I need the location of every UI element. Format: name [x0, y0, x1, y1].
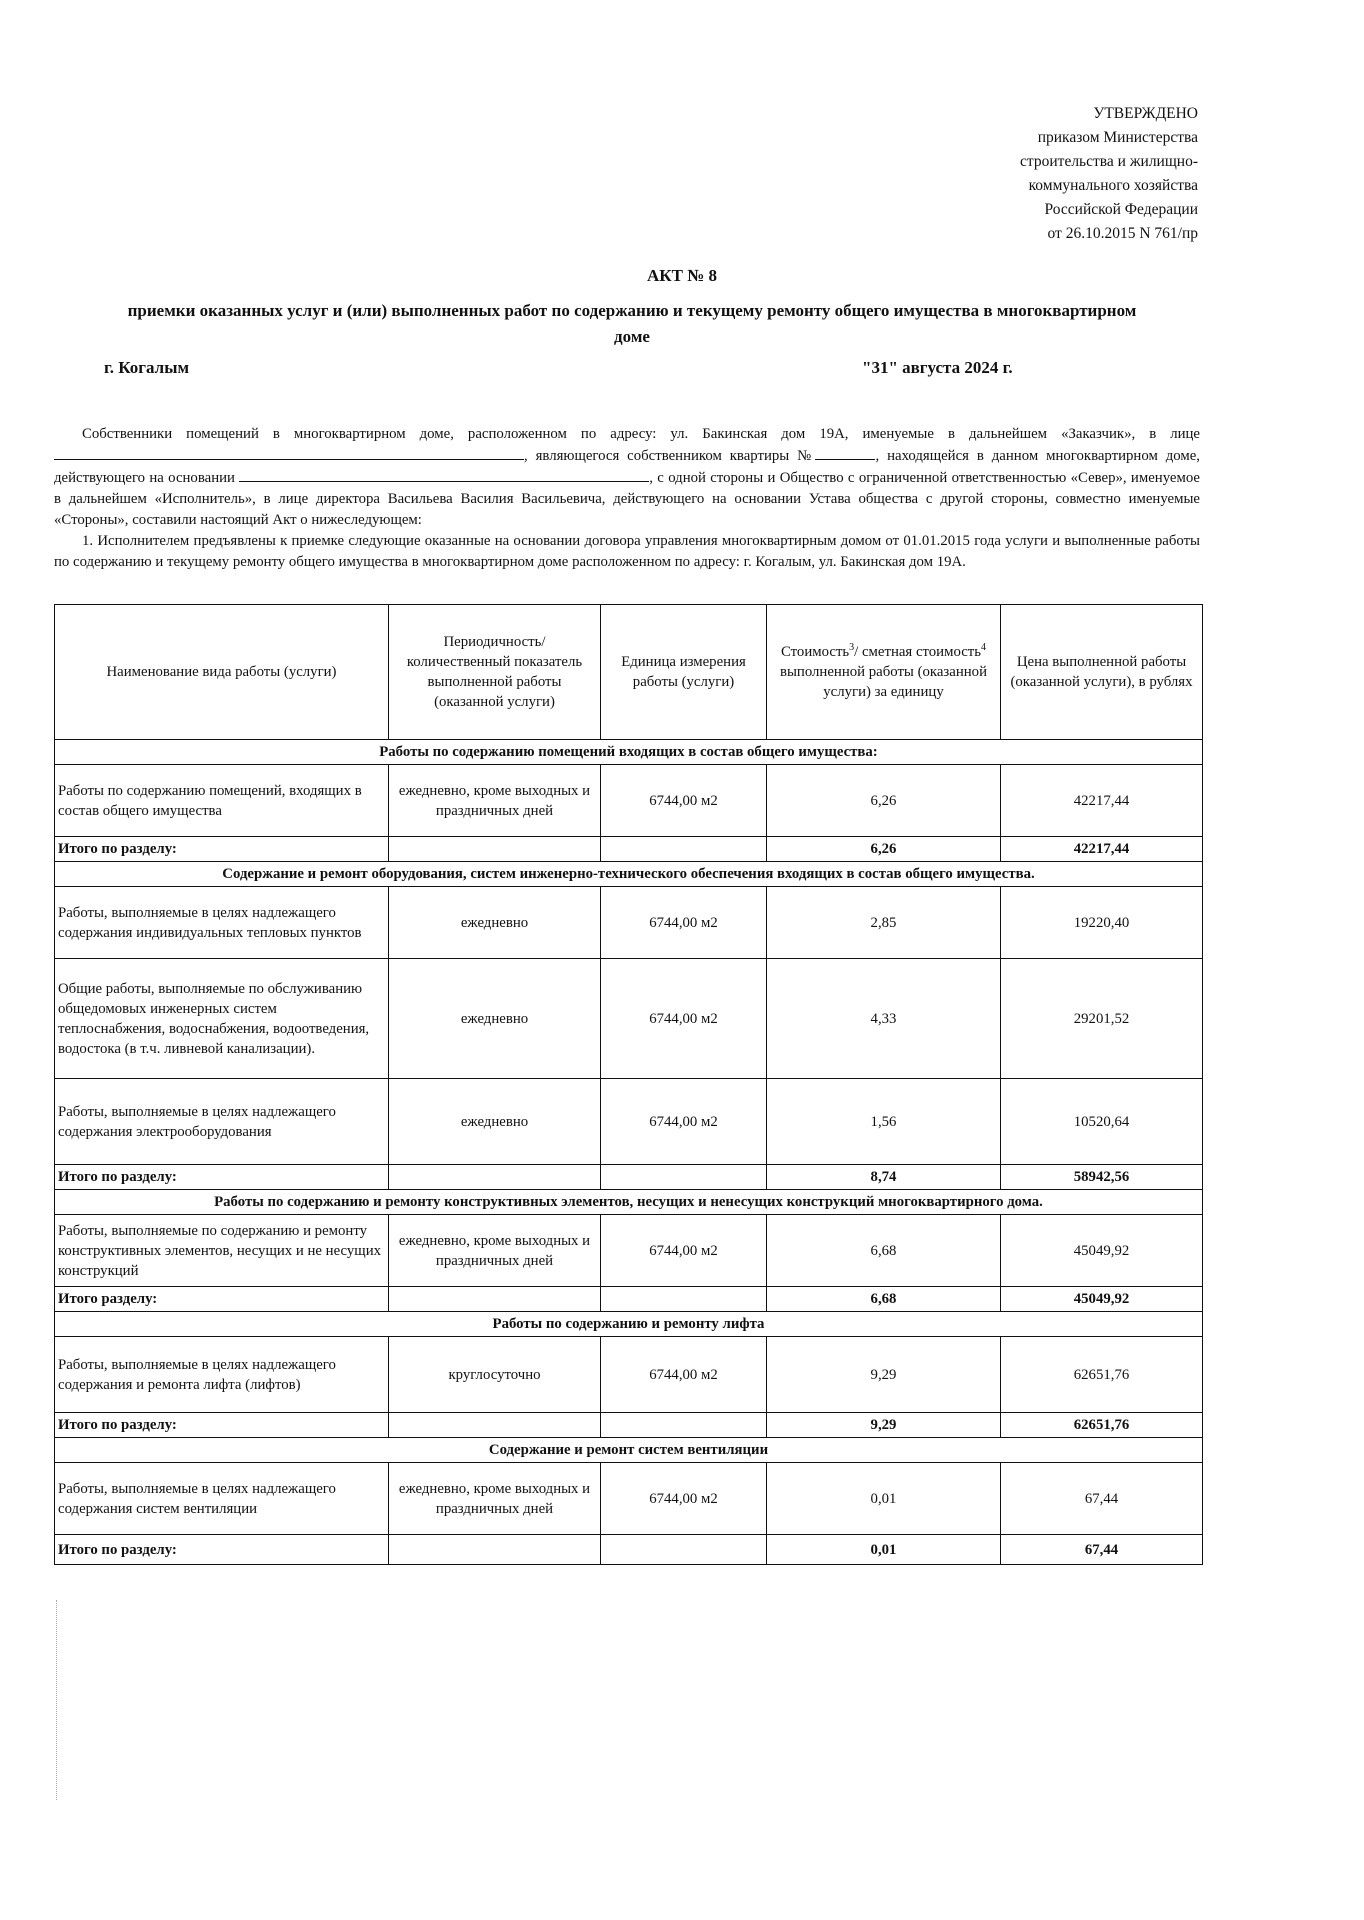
- scan-edge-marks: [56, 1600, 58, 1800]
- work-name: Общие работы, выполняемые по обслуживанию общедомовых инженерных систем теплоснабжения, водоснабжения, водоотведения, водостока (в т.ч. ливневой канализации).: [55, 959, 389, 1079]
- section-header-row: [55, 1438, 1203, 1463]
- work-period: ежедневно, кроме выходных и праздничных дней: [389, 765, 601, 837]
- work-price: 67,44: [1001, 1463, 1203, 1535]
- approval-line: УТВЕРЖДЕНО: [1093, 105, 1198, 122]
- intro-text-b: , являющегося собственником квартиры №: [524, 448, 816, 464]
- total-cost: 6,26: [767, 837, 1001, 862]
- work-cost: 4,33: [767, 959, 1001, 1079]
- header-cost-b: / сметная стоимость: [854, 644, 982, 660]
- header-unit: Единица измерения работы (услуги): [601, 605, 767, 740]
- total-label: Итого разделу:: [55, 1287, 389, 1312]
- section-title: Работы по содержанию и ремонту конструктивных элементов, несущих и ненесущих конструкций многоквартирного дома.: [55, 1190, 1203, 1215]
- approval-line: приказом Министерства: [1037, 129, 1198, 146]
- act-date: "31" августа 2024 г.: [862, 358, 1013, 377]
- basis-blank: [239, 467, 649, 482]
- header-cost-c: выполненной работы (оказанной услуги) за единицу: [779, 664, 987, 700]
- work-name: Работы, выполняемые по содержанию и ремонту конструктивных элементов, несущих и не несущих конструкций: [55, 1215, 389, 1287]
- total-price: 42217,44: [1001, 837, 1203, 862]
- table-row: [55, 1079, 1203, 1165]
- intro-text-c: , находящейся в данном многоквартирном доме, действующего на основании: [54, 448, 1200, 486]
- work-name: Работы, выполняемые в целях надлежащего содержания систем вентиляции: [55, 1463, 389, 1535]
- work-price: 19220,40: [1001, 887, 1203, 959]
- total-cost: 6,68: [767, 1287, 1001, 1312]
- header-cost-a: Стоимость: [780, 644, 850, 660]
- section-title: Работы по содержанию и ремонту лифта: [55, 1312, 1203, 1337]
- work-unit: 6744,00 м2: [601, 959, 767, 1079]
- section-total-row: [55, 1535, 1203, 1565]
- work-period: круглосуточно: [389, 1337, 601, 1413]
- work-cost: 1,56: [767, 1079, 1001, 1165]
- act-title: АКТ № 8: [646, 266, 718, 285]
- apartment-number-blank: [815, 445, 875, 460]
- work-price: 29201,52: [1001, 959, 1203, 1079]
- intro-text-d: , с одной стороны и Общество с ограниченной ответственностью «Север», именуемое в дальнейшем «Исполнитель», в лице директора Васильева Василия Васильевича, действующего на основании Устава общества с другой стороны, совместно именуемые «Стороны», составили настоящий Акт о нижеследующем:: [54, 470, 1200, 528]
- total-price: 58942,56: [1001, 1165, 1203, 1190]
- section-title: Работы по содержанию помещений входящих в состав общего имущества:: [55, 740, 1203, 765]
- act-city: г. Когалым: [104, 358, 190, 377]
- intro-text: [54, 424, 1200, 573]
- work-name: Работы, выполняемые в целях надлежащего содержания и ремонта лифта (лифтов): [55, 1337, 389, 1413]
- section-header-row: [55, 740, 1203, 765]
- work-period: ежедневно: [389, 1079, 601, 1165]
- total-label: Итого по разделу:: [55, 1535, 389, 1565]
- intro-paragraph-parties: [54, 424, 1200, 531]
- representative-blank: [54, 445, 524, 460]
- work-cost: 2,85: [767, 887, 1001, 959]
- work-price: 62651,76: [1001, 1337, 1203, 1413]
- table-header-row: [55, 605, 1203, 740]
- section-total-row: [55, 1165, 1203, 1190]
- work-price: 42217,44: [1001, 765, 1203, 837]
- work-unit: 6744,00 м2: [601, 1463, 767, 1535]
- work-period: ежедневно: [389, 959, 601, 1079]
- work-price: 45049,92: [1001, 1215, 1203, 1287]
- works-table: [54, 604, 1203, 1565]
- section-header-row: [55, 1190, 1203, 1215]
- header-name: Наименование вида работы (услуги): [55, 605, 389, 740]
- total-label: Итого по разделу:: [55, 1165, 389, 1190]
- section-total-row: [55, 837, 1203, 862]
- table-row: [55, 959, 1203, 1079]
- total-label: Итого по разделу:: [55, 1413, 389, 1438]
- approval-line: Российской Федерации: [1044, 201, 1198, 218]
- table-row: [55, 765, 1203, 837]
- table-row: [55, 1337, 1203, 1413]
- work-cost: 9,29: [767, 1337, 1001, 1413]
- work-unit: 6744,00 м2: [601, 1215, 767, 1287]
- table-row: [55, 1215, 1203, 1287]
- header-period: Периодичность/ количественный показатель выполненной работы (оказанной услуги): [389, 605, 601, 740]
- section-header-row: [55, 862, 1203, 887]
- work-period: ежедневно, кроме выходных и праздничных дней: [389, 1215, 601, 1287]
- approval-stamp: [898, 102, 1198, 246]
- total-price: 45049,92: [1001, 1287, 1203, 1312]
- table-row: [55, 1463, 1203, 1535]
- section-total-row: [55, 1287, 1203, 1312]
- section-header-row: [55, 1312, 1203, 1337]
- table-row: [55, 887, 1203, 959]
- footnote-4: 4: [981, 642, 987, 654]
- total-price: 62651,76: [1001, 1413, 1203, 1438]
- total-price: 67,44: [1001, 1535, 1203, 1565]
- work-name: Работы, выполняемые в целях надлежащего содержания электрооборудования: [55, 1079, 389, 1165]
- work-unit: 6744,00 м2: [601, 887, 767, 959]
- total-cost: 8,74: [767, 1165, 1001, 1190]
- act-subtitle: приемки оказанных услуг и (или) выполненных работ по содержанию и текущему ремонту общего имущества в многоквартирном доме: [127, 301, 1137, 346]
- work-unit: 6744,00 м2: [601, 1079, 767, 1165]
- approval-line: строительства и жилищно-: [1020, 153, 1198, 170]
- total-cost: 9,29: [767, 1413, 1001, 1438]
- header-price: Цена выполненной работы (оказанной услуги), в рублях: [1001, 605, 1203, 740]
- total-label: Итого по разделу:: [55, 837, 389, 862]
- work-cost: 0,01: [767, 1463, 1001, 1535]
- work-unit: 6744,00 м2: [601, 765, 767, 837]
- work-unit: 6744,00 м2: [601, 1337, 767, 1413]
- total-cost: 0,01: [767, 1535, 1001, 1565]
- work-cost: 6,26: [767, 765, 1001, 837]
- approval-line: от 26.10.2015 N 761/пр: [1047, 225, 1198, 242]
- section-title: Содержание и ремонт оборудования, систем инженерно-технического обеспечения входящих в состав общего имущества.: [55, 862, 1203, 887]
- work-name: Работы, выполняемые в целях надлежащего содержания индивидуальных тепловых пунктов: [55, 887, 389, 959]
- intro-text-a: Собственники помещений в многоквартирном доме, расположенном по адресу: ул. Бакинская дом 19А, именуемые в дальнейшем «Заказчик», в лице: [82, 426, 1200, 442]
- section-total-row: [55, 1413, 1203, 1438]
- intro-paragraph-1: 1. Исполнителем предъявлены к приемке следующие оказанные на основании договора управления многоквартирным домом от 01.01.2015 года услуги и выполненные работы по содержанию и текущему ремонту общего имущества в многоквартирном доме расположенном по адресу: г. Когалым, ул. Бакинская дом 19А.: [54, 533, 1200, 570]
- footnote-3: 3: [849, 642, 855, 654]
- work-period: ежедневно, кроме выходных и праздничных дней: [389, 1463, 601, 1535]
- approval-line: коммунального хозяйства: [1028, 177, 1198, 194]
- work-period: ежедневно: [389, 887, 601, 959]
- work-cost: 6,68: [767, 1215, 1001, 1287]
- header-cost: [767, 605, 1001, 740]
- work-price: 10520,64: [1001, 1079, 1203, 1165]
- section-title: Содержание и ремонт систем вентиляции: [55, 1438, 1203, 1463]
- work-name: Работы по содержанию помещений, входящих в состав общего имущества: [55, 765, 389, 837]
